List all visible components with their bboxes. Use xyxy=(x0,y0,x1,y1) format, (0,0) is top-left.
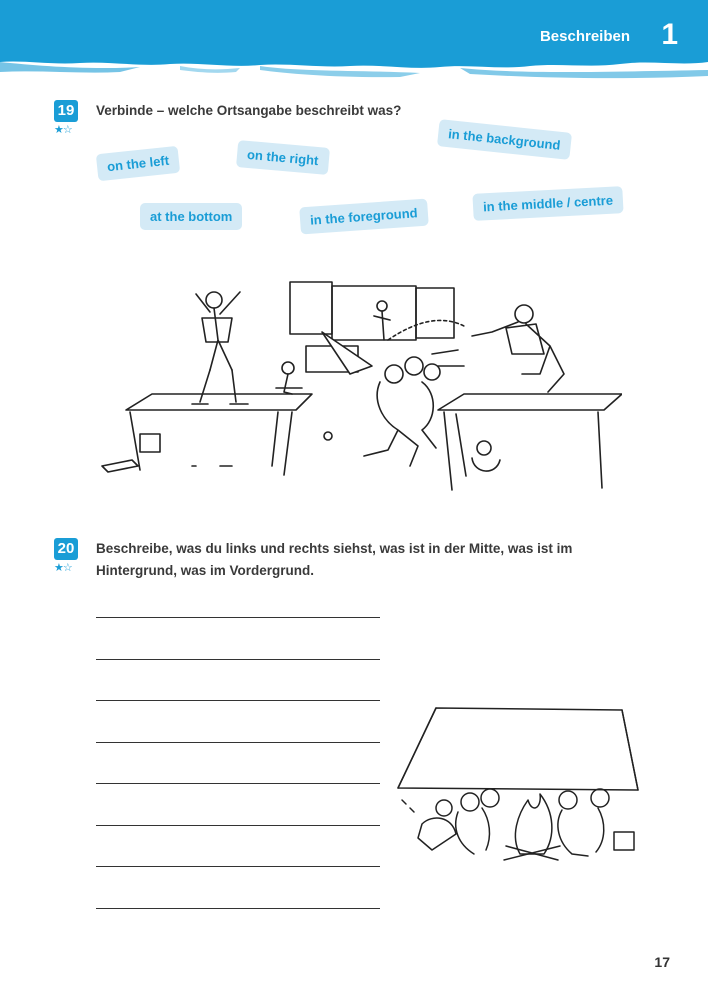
header-band xyxy=(0,0,708,90)
task-19-number: 19 xyxy=(54,100,78,122)
task-19-instruction: Verbinde – welche Ortsangabe beschreibt was? xyxy=(96,103,402,118)
chip-at-the-bottom[interactable]: at the bottom xyxy=(140,203,242,230)
tent-campfire-illustration xyxy=(392,704,652,874)
classroom-scene-illustration xyxy=(92,270,622,500)
writing-line[interactable] xyxy=(96,783,380,784)
chip-in-the-background[interactable]: in the background xyxy=(437,119,572,160)
chip-in-the-foreground[interactable]: in the foreground xyxy=(299,199,428,235)
writing-line[interactable] xyxy=(96,659,380,660)
chapter-title: Beschreiben xyxy=(539,28,630,45)
task-20-difficulty-stars: ★☆ xyxy=(54,562,72,574)
task-20-instruction-line-2: Hintergrund, was im Vordergrund. xyxy=(96,563,315,578)
writing-line[interactable] xyxy=(96,617,380,618)
writing-line[interactable] xyxy=(96,908,380,909)
task-19-difficulty-stars: ★☆ xyxy=(54,124,72,136)
writing-line[interactable] xyxy=(96,700,380,701)
chip-on-the-left[interactable]: on the left xyxy=(96,146,180,181)
chip-on-the-right[interactable]: on the right xyxy=(236,140,330,175)
writing-line[interactable] xyxy=(96,742,380,743)
task-20-instruction-line-1: Beschreibe, was du links und rechts siehst, was ist in der Mitte, was ist im xyxy=(96,541,573,556)
chip-in-the-middle-centre[interactable]: in the middle / centre xyxy=(472,186,623,221)
writing-line[interactable] xyxy=(96,825,380,826)
task-20-number: 20 xyxy=(54,538,78,560)
chapter-number: 1 xyxy=(661,18,678,51)
page-number: 17 xyxy=(654,954,670,970)
writing-line[interactable] xyxy=(96,866,380,867)
